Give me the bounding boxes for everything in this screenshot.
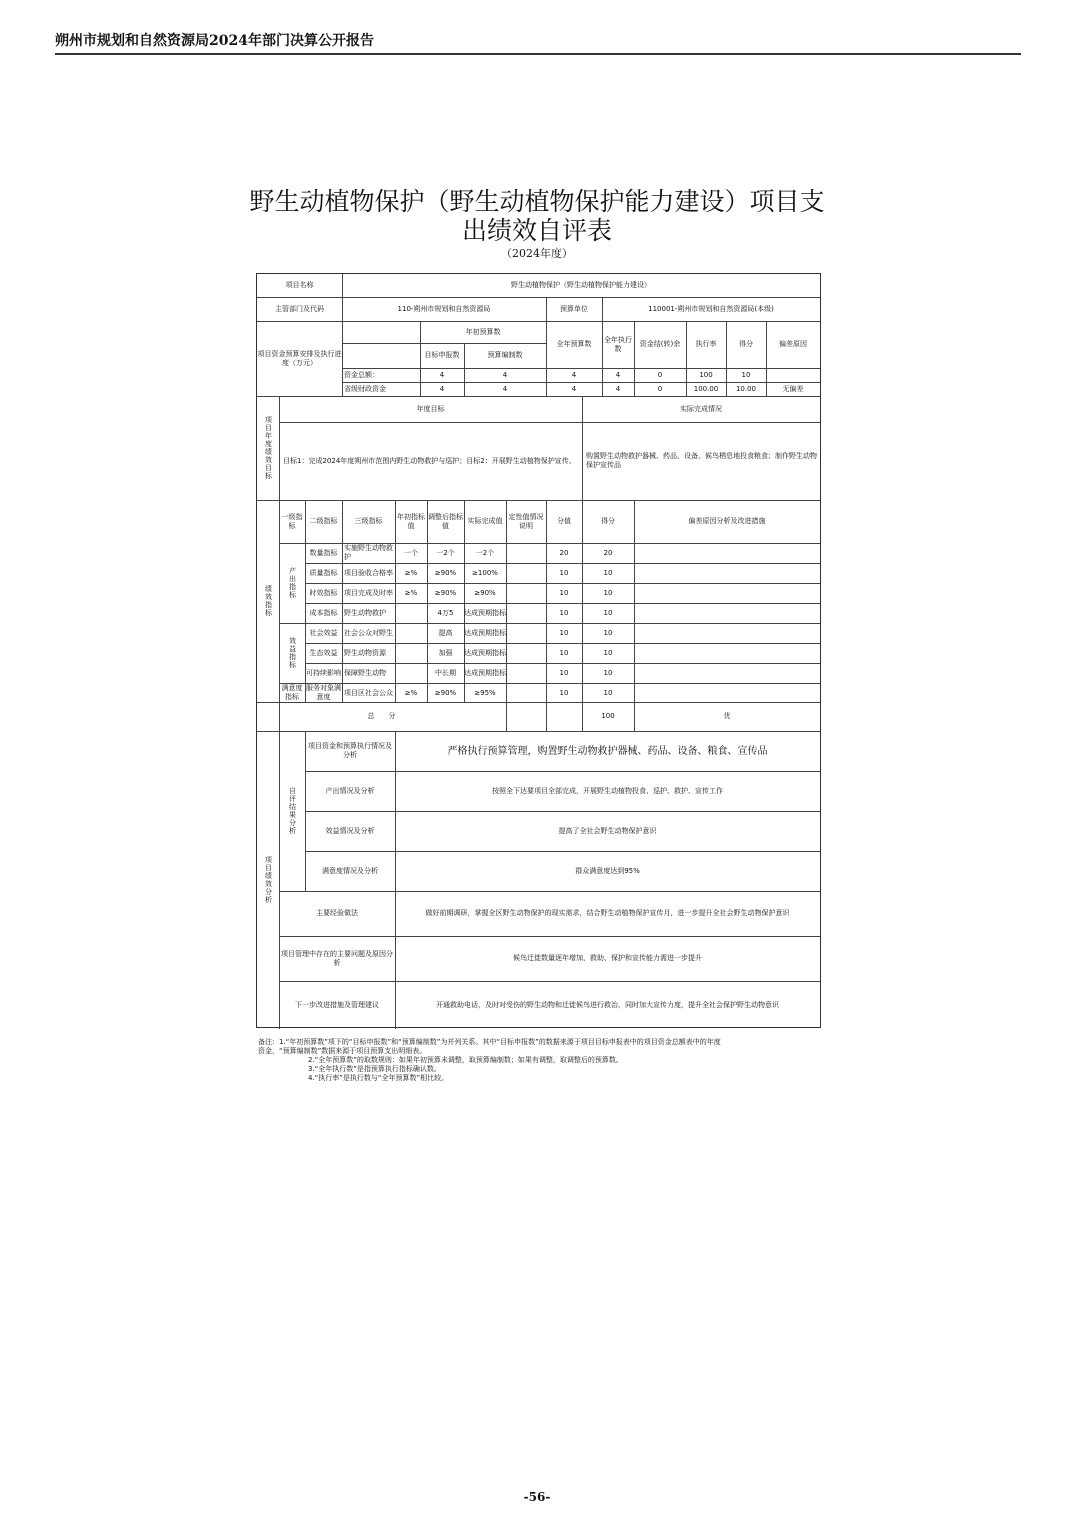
- analysis-row-label: 效益情况及分析: [325, 826, 375, 835]
- doc-year: （2024年度）: [501, 247, 573, 260]
- indicator-header: 实际完成值: [467, 517, 503, 525]
- indicator-cell: 加强: [438, 648, 453, 657]
- indicator-cell: 10: [559, 608, 569, 617]
- analysis-sub-label: 自评结果分析: [288, 787, 297, 835]
- indicator-cell: 野生动物救护: [344, 608, 386, 617]
- score-label: 得分: [739, 340, 753, 348]
- funds-section-label: 项目资金预算安排及执行进度（万元）: [257, 349, 342, 367]
- dept-label: 主管部门及代码: [275, 304, 324, 313]
- analysis-row-label: 主要经验做法: [316, 909, 358, 917]
- indicator-cell: 10: [603, 588, 613, 597]
- target-budget-label: 目标申报数: [424, 351, 460, 359]
- indicator-header: 三级指标: [354, 517, 383, 525]
- notes: [258, 1038, 828, 1083]
- total-grade: 优: [723, 712, 731, 720]
- page-number: -56-: [523, 1490, 551, 1504]
- project-name-label: 项目名称: [285, 281, 314, 289]
- indicator-cell: 可持续影响: [306, 668, 341, 677]
- doc-title-line1: 野生动植物保护（野生动植物保护能力建设）项目支: [249, 187, 825, 216]
- indicator-cell: 数量指标: [309, 548, 338, 557]
- indicator-cell: 10: [559, 628, 569, 637]
- indicator-cell: 中长期: [435, 668, 456, 677]
- analysis-row-label: 满意度情况及分析: [322, 866, 378, 875]
- fund-row-full: 4: [571, 370, 577, 379]
- total-label: 总 分: [367, 712, 396, 720]
- actual-goal-text: 购置野生动物救护器械、药品、设备、候鸟栖息地投食粮食；制作野生动物保护宣传品: [586, 452, 817, 469]
- indicator-cell: 一2个: [475, 548, 495, 557]
- table-overlay: [256, 273, 821, 1028]
- indicator-cell: 项目区社会公众: [344, 688, 393, 697]
- indicator-header: 偏差原因分析及改进措施: [688, 517, 766, 525]
- balance-label: 资金结(转)余: [639, 340, 681, 348]
- indicator-cell: ≥90%: [434, 588, 457, 597]
- analysis-row-label: 项目资金和预算执行情况及分析: [308, 742, 392, 759]
- group-satisfaction: 满意度指标: [281, 683, 303, 701]
- indicator-cell: ≥90%: [434, 568, 457, 577]
- indicator-cell: 20: [603, 548, 613, 557]
- indicator-cell: 10: [559, 568, 569, 577]
- indicator-cell: 达成预期指标: [464, 628, 506, 637]
- indicators-section-label: 绩效指标: [264, 585, 273, 617]
- indicator-cell: ≥90%: [474, 588, 496, 597]
- indicator-cell: 实施野生动物救护: [344, 544, 393, 561]
- indicator-cell: 项目验收合格率: [344, 568, 393, 577]
- analysis-row-text: 开通救助电话，及时对受伤的野生动物和迁徙候鸟进行救治，同时加大宣传力度，提升全社会保护野生动物意识: [436, 1000, 779, 1009]
- analysis-row-text: 提高了全社会野生动物保护意识: [558, 826, 657, 835]
- unit-label: 预算单位: [560, 304, 588, 313]
- note-line: 资金，“预算编制数”数据来源于项目预算支出明细表。: [258, 1047, 427, 1055]
- indicator-cell: 质量指标: [309, 568, 338, 577]
- analysis-row-text: 群众满意度达到95%: [575, 866, 640, 875]
- fund2-exec: 4: [615, 384, 621, 393]
- indicator-header: 调整后指标值: [428, 512, 463, 530]
- indicator-cell: 10: [559, 588, 569, 597]
- fund2-balance: 0: [657, 384, 663, 393]
- indicator-cell: 10: [603, 568, 613, 577]
- actual-goal-label: 实际完成情况: [680, 404, 722, 413]
- deviation-label: 偏差原因: [779, 340, 807, 348]
- note-line: 备注：1.“年初预算数”项下的“目标申报数”和“预算编制数”为并列关系。其中“目标申报数”的数据来源于项目目标申报表中的项目资金总额表中的年度: [258, 1038, 721, 1046]
- indicator-cell: 10: [559, 688, 569, 697]
- header-rule: [55, 53, 1021, 55]
- note-line: 2.“全年预算数”的取数规则：如果年初预算未调整，取预算编制数；如果有调整，取调整后的预算数。: [308, 1056, 623, 1064]
- doc-title-line2: 出绩效自评表: [461, 216, 612, 245]
- analysis-row-text: 严格执行预算管理，购置野生动物救护器械、药品、设备、粮食、宣传品: [447, 745, 768, 757]
- indicator-cell: 达成预期指标: [464, 648, 506, 657]
- analysis-row-text: 做好前期调研，掌握全区野生动物保护的现实需求，结合野生动植物保护宣传月，进一步提升全社会野生动物保护意识: [425, 909, 790, 917]
- fund-row-name: 资金总额：: [344, 370, 379, 379]
- indicator-cell: 达成预期指标: [464, 668, 506, 677]
- note-line: 3.“全年执行数”是指预算执行指标确认数。: [308, 1065, 441, 1073]
- full-year-exec-label: 全年执行数: [604, 335, 632, 353]
- fund-row-score: 10: [741, 370, 751, 379]
- indicator-cell: 野生动物资源: [344, 648, 386, 657]
- indicator-header: 一级指标: [281, 512, 303, 530]
- indicator-header: 定性值情况说明: [508, 512, 544, 530]
- fund-row-prep: 4: [502, 370, 508, 379]
- report-header: 朔州市规划和自然资源局2024年部门决算公开报告: [55, 33, 374, 49]
- fund2-target: 4: [439, 384, 445, 393]
- exec-rate-label: 执行率: [695, 340, 717, 348]
- analysis-row-label: 项目管理中存在的主要问题及原因分析: [281, 949, 393, 967]
- indicator-cell: ≥90%: [434, 688, 457, 697]
- analysis-row-label: 下一步改进措施及管理建议: [295, 1000, 379, 1009]
- indicator-cell: 成本指标: [309, 608, 338, 617]
- indicator-cell: 10: [559, 648, 569, 657]
- indicator-header: 年初指标值: [397, 512, 425, 530]
- indicator-cell: 10: [603, 608, 613, 617]
- analysis-section-label: 项目绩效分析: [264, 856, 273, 904]
- indicator-cell: 10: [603, 688, 613, 697]
- full-year-budget-label: 全年预算数: [556, 340, 592, 348]
- prep-budget-label: 预算编制数: [487, 351, 523, 359]
- analysis-row-text: 候鸟迁徙数量逐年增加，救助、保护和宣传能力需进一步提升: [513, 954, 702, 962]
- analysis-row-text: 按照全下达要项目全部完成，开展野生动植物投食、巡护、救护、宣传工作: [492, 786, 723, 795]
- indicator-cell: 10: [603, 628, 613, 637]
- indicator-cell: 一2个: [436, 548, 455, 557]
- indicator-cell: 一个: [404, 548, 418, 557]
- indicator-header: 得分: [601, 517, 615, 525]
- fund-row-exec: 4: [615, 370, 621, 379]
- fund2-full: 4: [571, 384, 577, 393]
- indicator-header: 分值: [557, 517, 571, 525]
- indicator-cell: 时效指标: [309, 588, 338, 597]
- indicator-cell: 达成预期指标: [464, 608, 506, 617]
- indicator-cell: 社会公众对野生: [344, 628, 393, 637]
- fund-row-rate: 100: [699, 370, 713, 379]
- annual-budget-label: 年初预算数: [465, 327, 501, 336]
- analysis-row-label: 产出情况及分析: [325, 786, 375, 795]
- indicator-cell: 10: [559, 668, 569, 677]
- indicator-header: 二级指标: [309, 517, 338, 525]
- indicator-cell: 20: [559, 548, 569, 557]
- indicator-cell: 提高: [438, 628, 453, 637]
- fund2-reason: 无偏差: [782, 384, 804, 393]
- indicator-cell: ≥%: [404, 588, 418, 597]
- dept-value: 110-朔州市规划和自然资源局: [397, 304, 491, 313]
- fund-row-target: 4: [439, 370, 445, 379]
- group-benefit: 效益指标: [288, 637, 297, 669]
- indicator-cell: 10: [603, 668, 613, 677]
- fund-row-balance: 0: [657, 370, 663, 379]
- indicator-cell: 4万5: [437, 608, 454, 617]
- total-score: 100: [601, 712, 615, 720]
- fund2-score: 10.00: [735, 384, 757, 393]
- fund2-rate: 100.00: [693, 384, 719, 393]
- indicator-cell: 社会效益: [309, 628, 338, 637]
- fund2-name: 省级财政资金: [344, 384, 386, 393]
- annual-goal-text: 目标1：完成2024年度朔州市范围内野生动物救护与巡护；目标2：开展野生动植物保护宣传。: [283, 456, 576, 465]
- indicator-cell: 生态效益: [309, 648, 338, 657]
- indicator-cell: 项目完成及时率: [344, 588, 393, 597]
- indicator-cell: 保障野生动物: [344, 668, 386, 677]
- annual-goal-label: 年度目标: [416, 404, 445, 413]
- fund2-prep: 4: [502, 384, 508, 393]
- note-line: 4.“执行率”是执行数与“全年预算数”相比较。: [308, 1074, 449, 1082]
- indicator-cell: ≥95%: [474, 688, 496, 697]
- group-output: 产出指标: [288, 567, 297, 599]
- project-name-value: 野生动植物保护（野生动植物保护能力建设）: [511, 281, 651, 289]
- goals-section-label: 项目年度绩效目标: [264, 416, 273, 480]
- indicator-cell: ≥%: [404, 568, 418, 577]
- indicator-cell: 10: [603, 648, 613, 657]
- unit-value: 110001-朔州市规划和自然资源局(本级): [648, 304, 774, 313]
- indicator-cell: ≥100%: [472, 568, 498, 577]
- indicator-cell: 服务对象满意度: [306, 684, 341, 701]
- indicator-cell: ≥%: [404, 688, 418, 697]
